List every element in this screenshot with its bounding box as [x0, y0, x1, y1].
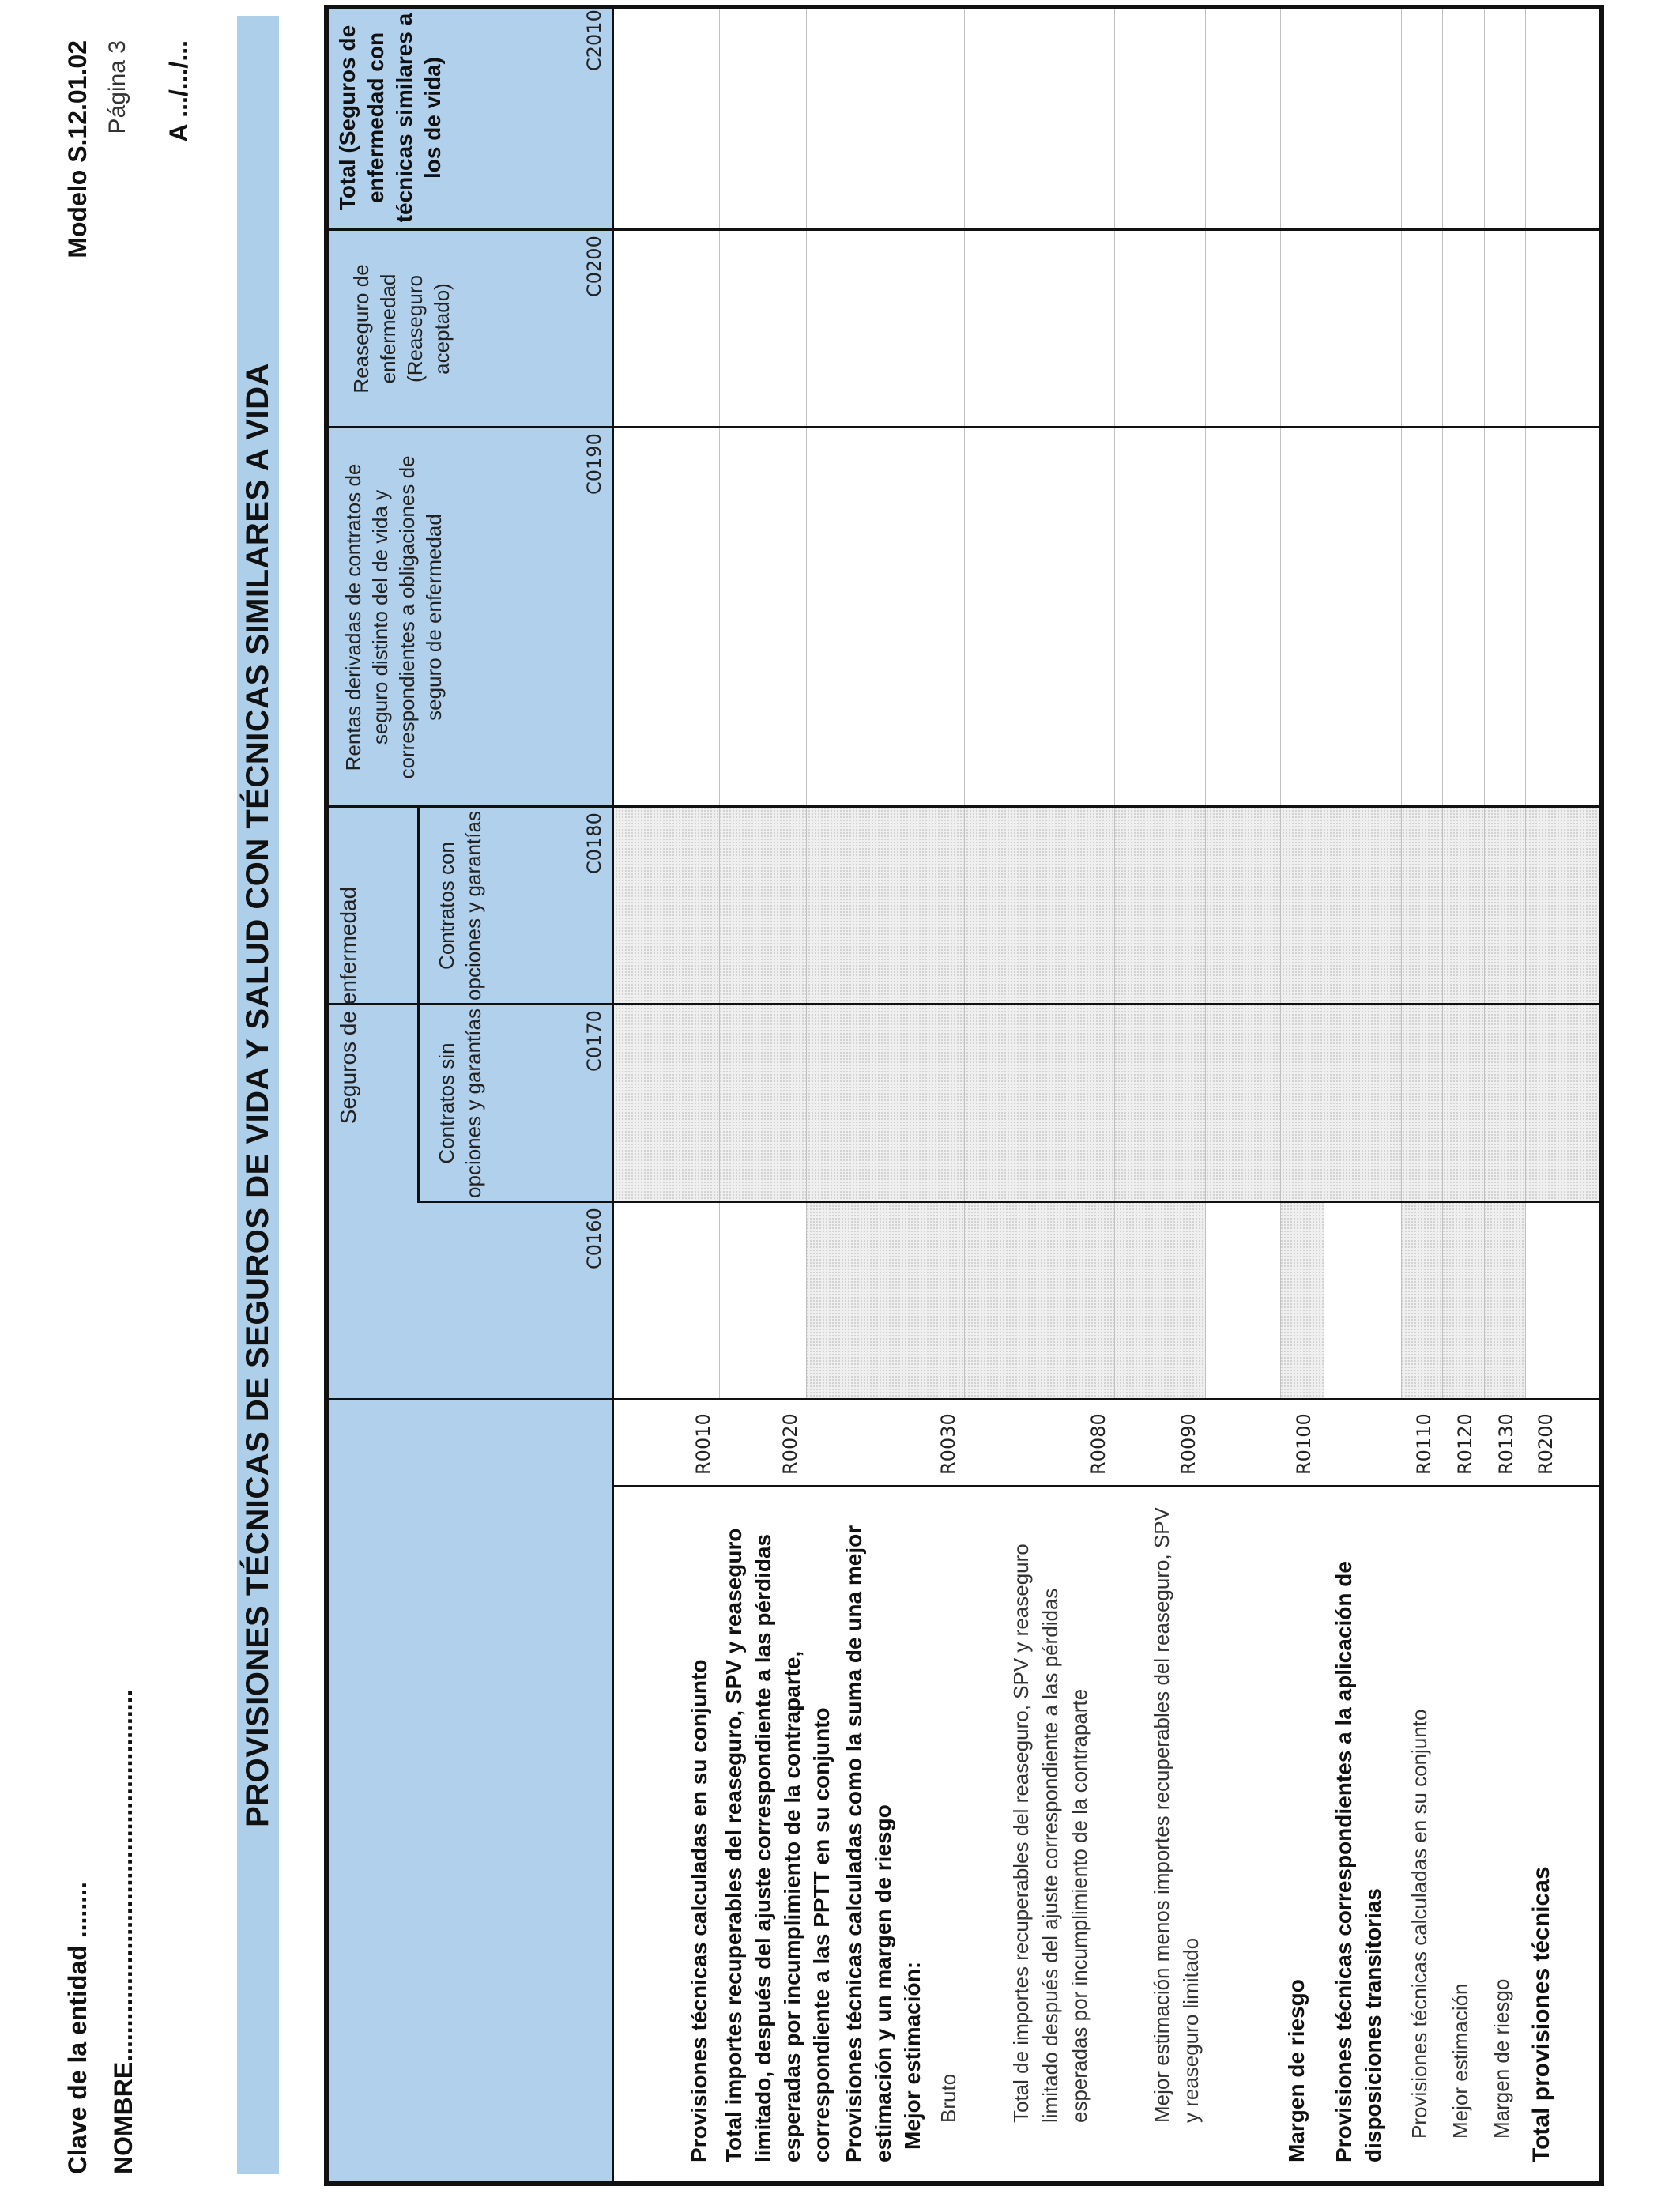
cell-r0200-c0190[interactable] — [1525, 428, 1604, 808]
entity-name-label: NOMBRE..................................................... — [109, 1689, 137, 2174]
row-label-r0020: Total importes recuperables del reaseguro, SPV y reaseguro limitado, después del ajuste correspondiente a las pérdidas esperadas por incumplimiento de la contraparte, correspondiente a las PPTT en su conjunto — [721, 1528, 834, 2162]
cell-r0020-c0200[interactable] — [719, 231, 806, 428]
row-label-r0090: Mejor estimación menos importes recuperables del reaseguro, SPV y reaseguro limitado — [1150, 1507, 1203, 2123]
row-label-r0030: Bruto — [936, 2073, 960, 2123]
col-code-c0180: C0180 — [583, 812, 605, 874]
row-code-r0090: R0090 — [1177, 1413, 1200, 1475]
row-label-r0010: Provisiones técnicas calculadas en su conjunto — [687, 1659, 711, 2162]
col-code-c0190: C0190 — [583, 433, 605, 495]
entity-code-label: Clave de la entidad ........ — [63, 1882, 92, 2174]
row-label-r0100: Margen de riesgo — [1284, 1979, 1309, 2162]
row-code-r0080: R0080 — [1087, 1413, 1109, 1475]
col-code-c0200: C0200 — [583, 236, 605, 297]
row-label-r0130: Margen de riesgo — [1490, 1978, 1513, 2139]
col-code-c0160: C0160 — [583, 1208, 605, 1269]
row-code-r0110: R0110 — [1413, 1413, 1435, 1475]
page-title: PROVISIONES TÉCNICAS DE SEGUROS DE VIDA Y SALUD CON TÉCNICAS SIMILARES A VIDA — [240, 363, 275, 1827]
cell-r0010-c0160[interactable] — [612, 1203, 719, 1400]
row-label-r0080: Total de importes recuperables del reaseguro, SPV y reaseguro limitado después del ajuste correspondiente a las pérdidas esperadas por incumplimiento de la contraparte — [1009, 1544, 1091, 2123]
col-code-c0170: C0170 — [583, 1010, 605, 1072]
row-label-r0120: Mejor estimación — [1448, 1983, 1472, 2139]
row-label-best-estimate-header: Mejor estimación: — [900, 1961, 925, 2150]
row-code-r0010: R0010 — [692, 1413, 714, 1475]
col-code-c2010: C2010 — [583, 9, 605, 71]
col-header-c0180: Contratos con opciones y garantías — [435, 811, 485, 1001]
page-number: Página 3 — [104, 40, 130, 134]
technical-provisions-table — [324, 5, 1604, 2186]
cell-r0200-c2010[interactable] — [1525, 9, 1604, 231]
row-code-r0100: R0100 — [1293, 1413, 1315, 1475]
title-bar — [237, 16, 279, 2174]
col-header-c0200: Reaseguro de enfermedad (Reaseguro aceptado) — [349, 264, 454, 394]
row-label-sum-header: Provisiones técnicas calculadas como la suma de una mejor estimación y un margen de riesgo — [842, 1525, 895, 2162]
cell-r0010-c2010[interactable] — [612, 9, 719, 231]
col-header-c0170: Contratos sin opciones y garantías — [435, 1008, 485, 1198]
row-code-r0120: R0120 — [1454, 1413, 1476, 1475]
row-label-transitional-header: Provisiones técnicas correspondientes a la aplicación de disposiciones transitorias — [1332, 1561, 1385, 2162]
cell-r0010-c0200[interactable] — [612, 231, 719, 428]
cell-r0020-c0160[interactable] — [719, 1203, 806, 1400]
report-date: A .../.../... — [164, 40, 193, 142]
model-code: Modelo S.12.01.02 — [63, 40, 92, 258]
group-header-label: Seguros de enfermedad — [336, 886, 360, 1125]
row-code-r0200: R0200 — [1535, 1413, 1557, 1475]
cell-r0020-c2010[interactable] — [719, 9, 806, 231]
row-label-r0110: Provisiones técnicas calculadas en su conjunto — [1407, 1709, 1431, 2139]
cell-r0020-c0190[interactable] — [719, 428, 806, 808]
row-code-r0130: R0130 — [1495, 1413, 1517, 1475]
cell-r0010-c0190[interactable] — [612, 428, 719, 808]
row-code-r0020: R0020 — [779, 1413, 801, 1475]
col-header-c0190: Rentas derivadas de contratos de seguro distinto del de vida y correspondientes a obligaciones de seguro de enfermedad — [341, 455, 446, 779]
row-label-r0200: Total provisiones técnicas — [1528, 1866, 1554, 2162]
row-code-r0030: R0030 — [937, 1413, 959, 1475]
col-header-c2010: Total (Seguros de enfermedad con técnicas similares a los de vida) — [335, 13, 445, 223]
